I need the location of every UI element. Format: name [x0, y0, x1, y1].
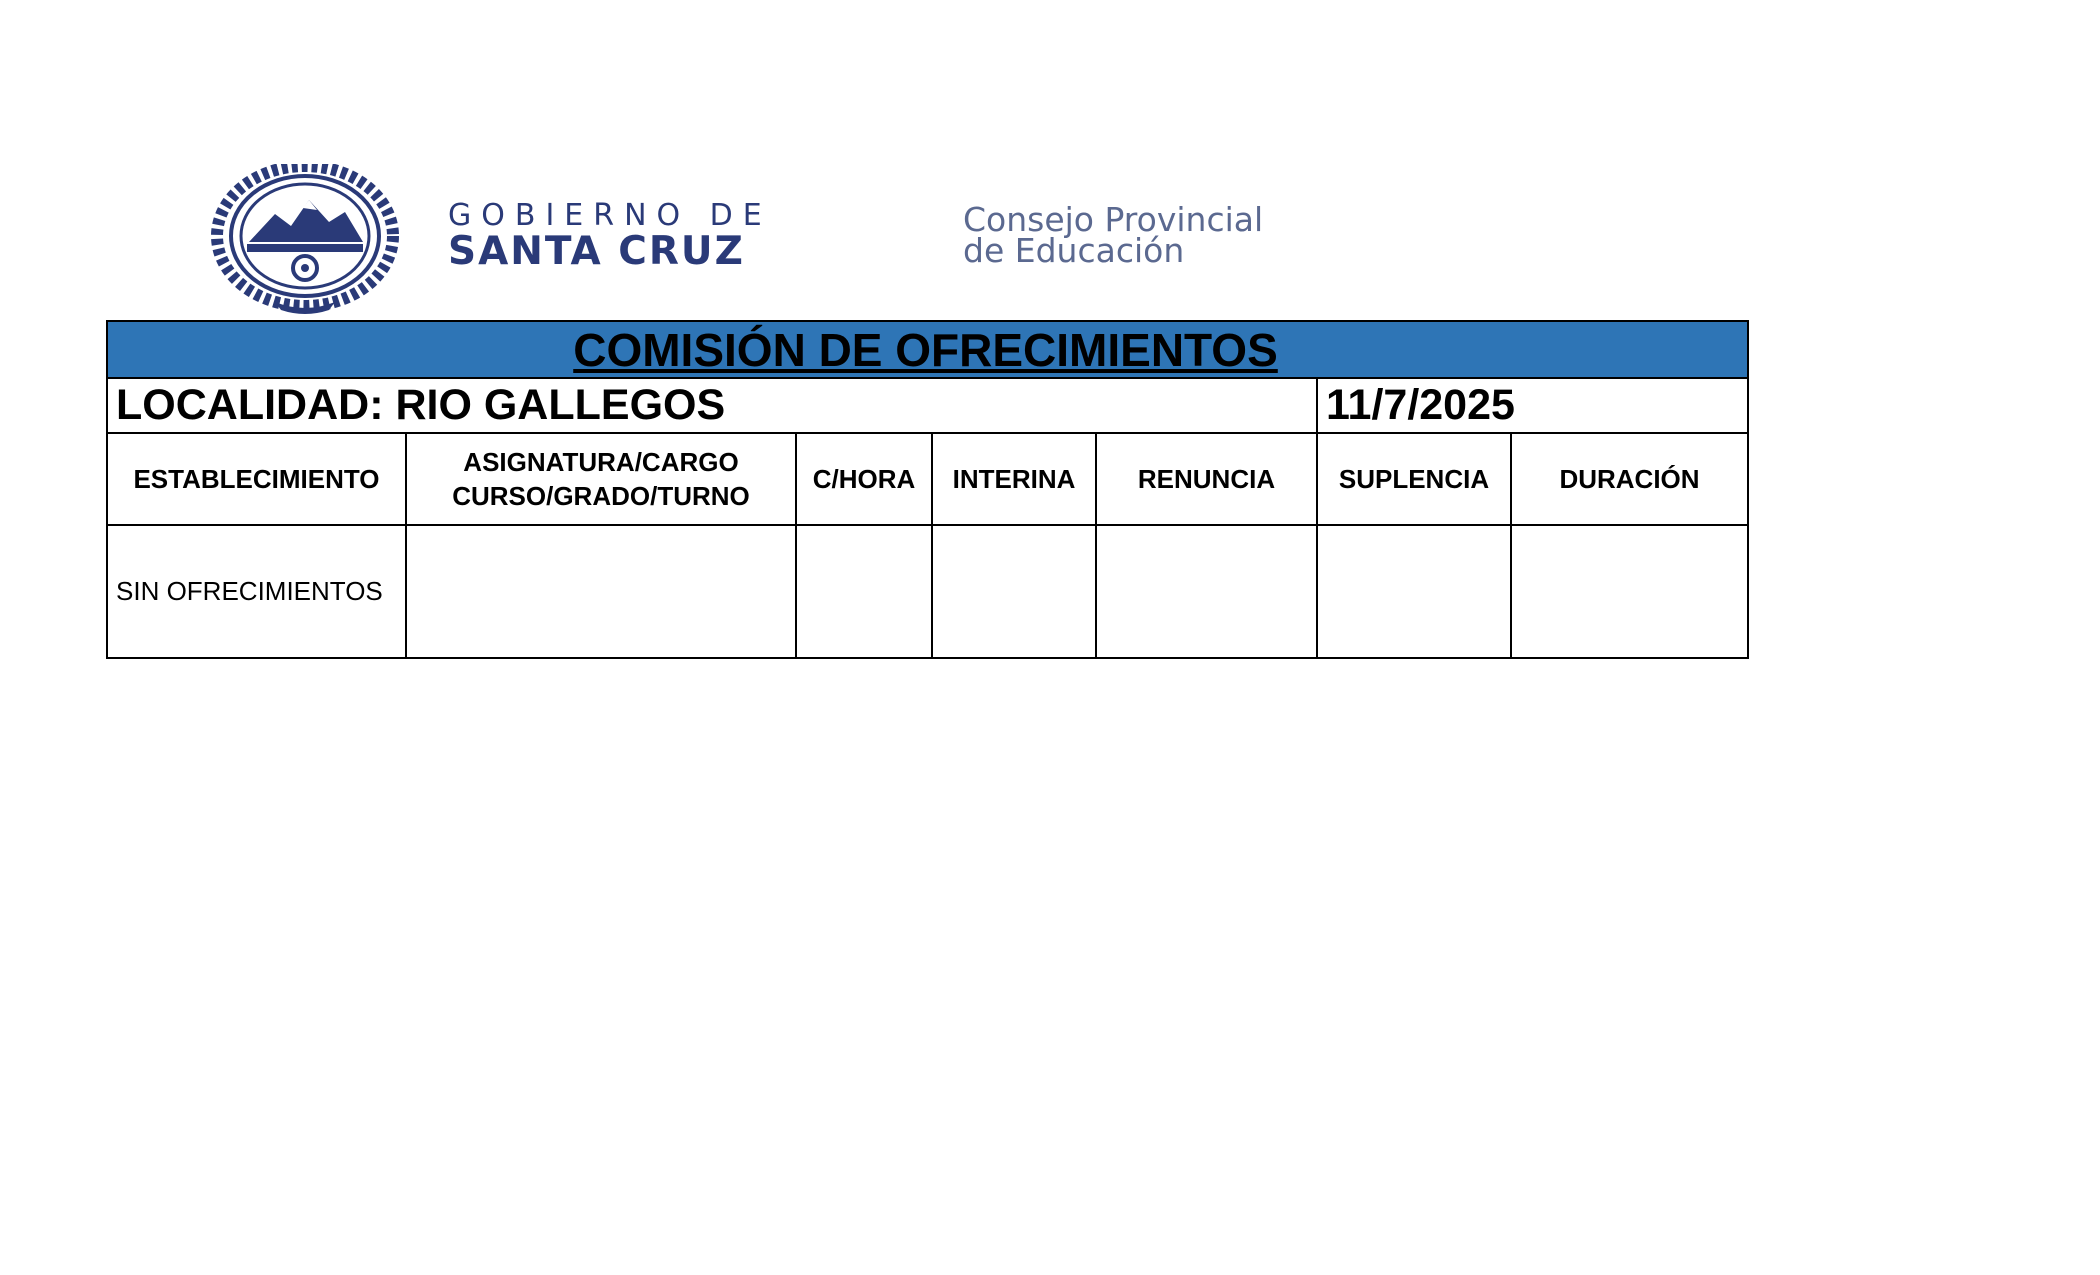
column-header	[406, 433, 796, 525]
title-cell	[107, 321, 1748, 378]
table-cell: SIN OFRECIMIENTOS	[107, 525, 406, 658]
column-header-label: INTERINA	[952, 464, 1076, 494]
column-header	[932, 433, 1096, 525]
table-cell	[1096, 525, 1317, 658]
government-name	[448, 200, 772, 272]
council-name-line1: Consejo Provincial	[963, 200, 1264, 239]
column-header	[1511, 433, 1748, 525]
column-header-label: RENUNCIA	[1137, 464, 1276, 494]
coat-of-arms-icon	[205, 164, 405, 314]
column-header	[107, 433, 406, 525]
table-cell	[1511, 525, 1748, 658]
column-header-label: ESTABLECIMIENTO	[133, 464, 380, 494]
column-header-label: CURSO/GRADO/TURNO	[452, 481, 750, 511]
header	[205, 160, 1405, 320]
column-header	[796, 433, 932, 525]
column-header	[1096, 433, 1317, 525]
table-cell	[796, 525, 932, 658]
column-header	[1317, 433, 1511, 525]
column-header-label: DURACIÓN	[1559, 464, 1700, 494]
column-header-label: C/HORA	[812, 464, 916, 494]
table-cell	[406, 525, 796, 658]
table-cell	[1317, 525, 1511, 658]
government-name-line2: SANTA CRUZ	[448, 229, 745, 274]
column-header-label: ASIGNATURA/CARGO	[463, 447, 739, 477]
council-name-line2: de Educación	[963, 231, 1185, 270]
offers-table	[106, 320, 1749, 659]
date-cell: 11/7/2025	[1317, 378, 1748, 433]
table-title: COMISIÓN DE OFRECIMIENTOS	[573, 323, 1278, 376]
column-header-label: SUPLENCIA	[1338, 464, 1490, 494]
table-cell	[932, 525, 1096, 658]
column-header-row	[107, 433, 1748, 525]
government-name-line1: GOBIERNO DE	[448, 198, 772, 233]
location-cell: LOCALIDAD: RIO GALLEGOS	[107, 378, 1317, 433]
title-row	[107, 321, 1748, 378]
council-name	[963, 200, 1264, 270]
table-row	[107, 525, 1748, 658]
location-row	[107, 378, 1748, 433]
